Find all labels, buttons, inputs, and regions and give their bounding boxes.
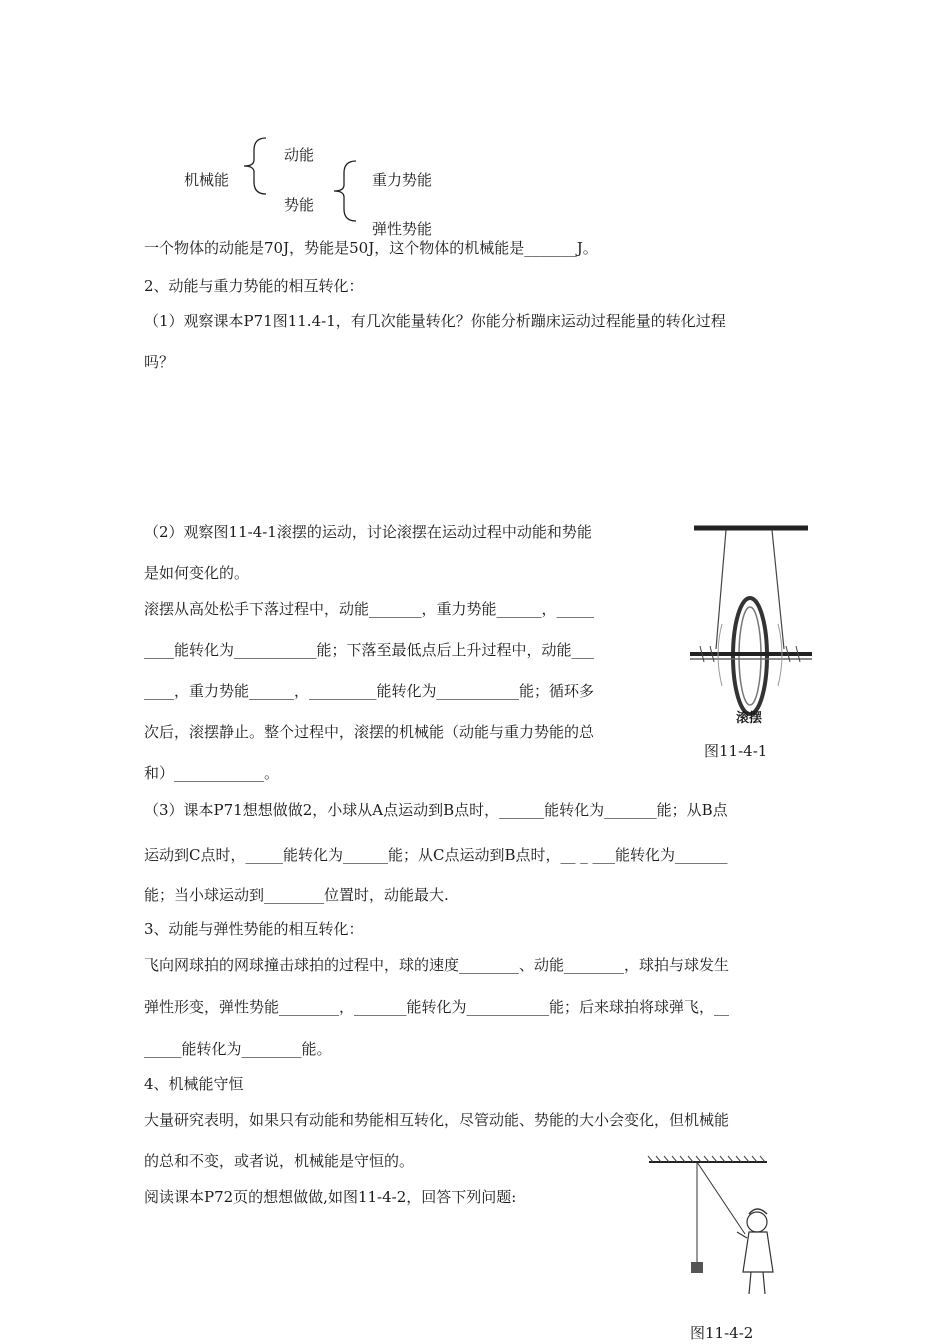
- question-3-line-1: （3）课本P71想想做做2，小球从A点运动到B点时，______能转化为_______能；从B点: [144, 801, 728, 819]
- elastic-line-1: 飞向网球拍的网球撞击球拍的过程中，球的速度________、动能________，球拍与球发生: [144, 956, 730, 974]
- question-2-line-3: 滚摆从高处松手下落过程中，动能_______，重力势能______，_____: [144, 600, 595, 618]
- pendulum-figure: [645, 1152, 775, 1312]
- section-3-heading: 3、动能与弹性势能的相互转化：: [144, 920, 364, 938]
- conservation-line-3: 阅读课本P72页的想想做做,如图11-4-2，回答下列问题:: [144, 1188, 517, 1206]
- elastic-line-2: 弹性形变，弹性势能________，_______能转化为___________能；后来球拍将球弹飞，__: [144, 998, 730, 1016]
- question-2-line-7: 和）____________。: [144, 764, 280, 782]
- question-2-line-6: 次后，滚摆静止。整个过程中，滚摆的机械能（动能与重力势能的总: [144, 723, 595, 741]
- question-1-line-2: 吗？: [144, 353, 175, 371]
- question-3-line-3: 能；当小球运动到________位置时，动能最大.: [144, 886, 449, 904]
- brace-left-icon: [240, 135, 270, 197]
- diagram-kinetic-label: 动能: [284, 146, 315, 164]
- elastic-line-3: _____能转化为________能。: [144, 1040, 332, 1058]
- section-2-heading: 2、动能与重力势能的相互转化：: [144, 277, 364, 295]
- mechanical-energy-question: 一个物体的动能是70J，势能是50J，这个物体的机械能是_______J。: [144, 239, 598, 257]
- conservation-line-1: 大量研究表明，如果只有动能和势能相互转化，尽管动能、势能的大小会变化，但机械能: [144, 1111, 730, 1129]
- maxwell-wheel-label: 滚摆: [736, 711, 763, 726]
- maxwell-wheel-figure: [686, 514, 816, 734]
- question-3-line-2: 运动到C点时，_____能转化为______能；从C点运动到B点时，__ _ ___能转化为_______: [144, 846, 728, 864]
- diagram-root-label: 机械能: [184, 171, 230, 189]
- question-2-line-1: （2）观察图11-4-1滚摆的运动，讨论滚摆在运动过程中动能和势能: [144, 523, 592, 541]
- figure-11-4-2-caption: 图11-4-2: [690, 1324, 754, 1342]
- diagram-gravity-label: 重力势能: [372, 171, 433, 189]
- question-2-line-2: 是如何变化的。: [144, 564, 250, 582]
- question-1-line-1: （1）观察课本P71图11.4-1，有几次能量转化？你能分析蹦床运动过程能量的转化过程: [144, 312, 726, 330]
- conservation-line-2: 的总和不变，或者说，机械能是守恒的。: [144, 1152, 415, 1170]
- question-2-line-4: ____能转化为___________能；下落至最低点后上升过程中，动能___: [144, 641, 595, 659]
- section-4-heading: 4、机械能守恒: [144, 1075, 244, 1093]
- question-2-line-5: ____，重力势能______，_________能转化为___________能；循环多: [144, 682, 595, 700]
- diagram-elastic-label: 弹性势能: [372, 220, 433, 238]
- diagram-potential-label: 势能: [284, 196, 315, 214]
- brace-right-icon: [330, 158, 360, 224]
- figure-11-4-1-caption: 图11-4-1: [704, 742, 768, 760]
